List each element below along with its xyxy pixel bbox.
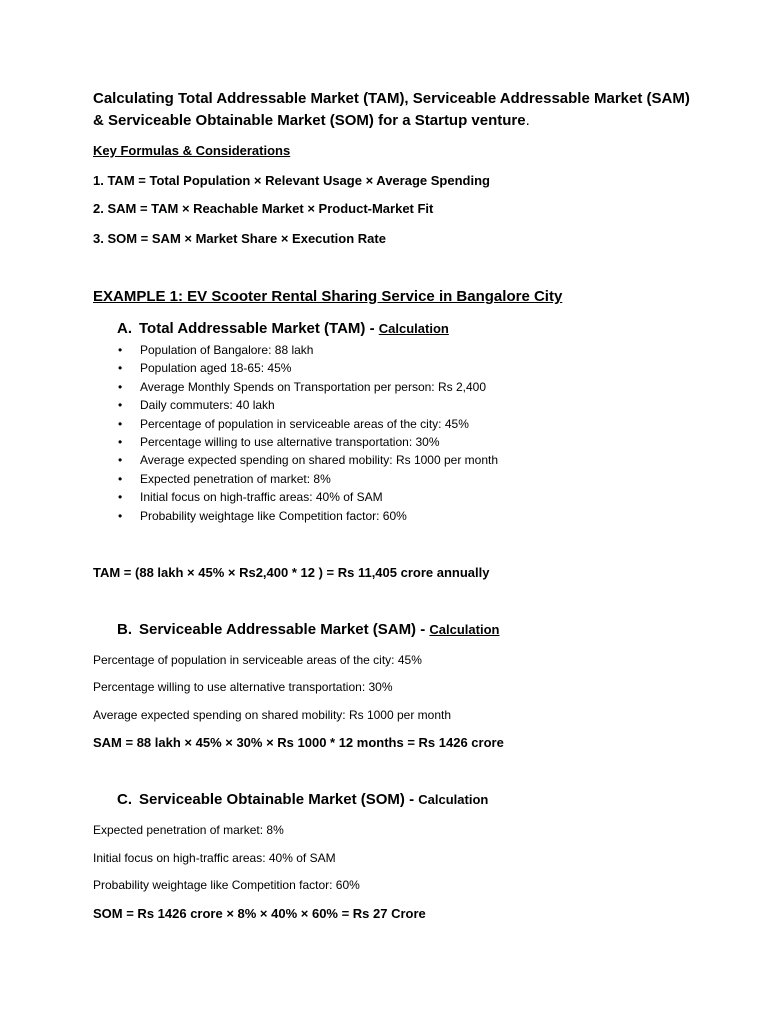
list-item-text: Population aged 18-65: 45% <box>140 361 292 376</box>
tam-bullet-list <box>118 343 498 527</box>
bullet-icon: • <box>118 361 123 376</box>
tam-result: TAM = (88 lakh × 45% × Rs2,400 * 12 ) = Rs 11,405 crore annually <box>93 565 490 580</box>
section-c-title: Serviceable Obtainable Market (SOM) - <box>139 791 419 808</box>
section-b-calculation-label: Calculation <box>429 622 500 637</box>
list-item <box>118 361 498 379</box>
list-item <box>118 490 498 508</box>
bullet-icon: • <box>118 343 123 357</box>
section-c-calculation-label: Calculation <box>418 792 489 807</box>
list-item <box>118 380 498 398</box>
bullet-icon: • <box>118 434 123 449</box>
section-b-title: Serviceable Addressable Market (SAM) - <box>139 621 430 638</box>
bullet-icon: • <box>118 398 123 413</box>
sam-line-serviceable-areas: Percentage of population in serviceable areas of the city: 45% <box>93 653 422 667</box>
section-a-calculation-label: Calculation <box>378 321 449 336</box>
sam-result: SAM = 88 lakh × 45% × 30% × Rs 1000 * 12 months = Rs 1426 crore <box>93 735 504 750</box>
formula-tam: 1. TAM = Total Population × Relevant Usage × Average Spending <box>93 173 490 188</box>
section-c-heading <box>117 791 488 808</box>
som-result: SOM = Rs 1426 crore × 8% × 40% × 60% = Rs 27 Crore <box>93 906 426 921</box>
list-item-text: Percentage willing to use alternative transportation: 30% <box>140 434 440 449</box>
section-b-heading <box>117 621 499 638</box>
list-item-text: Initial focus on high-traffic areas: 40% of SAM <box>140 490 383 505</box>
bullet-icon: • <box>118 490 123 505</box>
formula-sam: 2. SAM = TAM × Reachable Market × Product-Market Fit <box>93 201 434 216</box>
bullet-icon: • <box>118 379 123 394</box>
som-line-high-traffic: Initial focus on high-traffic areas: 40% of SAM <box>93 851 336 865</box>
example-heading: EXAMPLE 1: EV Scooter Rental Sharing Service in Bangalore City <box>93 288 563 305</box>
list-item-text: Probability weightage like Competition factor: 60% <box>140 508 407 523</box>
list-item-text: Daily commuters: 40 lakh <box>140 398 275 413</box>
sam-line-shared-mobility: Average expected spending on shared mobility: Rs 1000 per month <box>93 708 452 722</box>
document-title-text: Calculating Total Addressable Market (TAM), Serviceable Addressable Market (SAM) & Serviceable Obtainable Market (SOM) for a Startup venture <box>93 90 690 129</box>
list-item-text: Average expected spending on shared mobility: Rs 1000 per month <box>140 453 499 468</box>
section-c-letter: C. <box>117 791 132 808</box>
document-title-period: . <box>525 112 530 129</box>
key-formulas-heading: Key Formulas & Considerations <box>93 143 291 158</box>
list-item-text: Average Monthly Spends on Transportation per person: Rs 2,400 <box>140 379 486 394</box>
formula-som: 3. SOM = SAM × Market Share × Execution Rate <box>93 231 386 246</box>
list-item <box>118 435 498 453</box>
section-a-heading <box>117 320 449 337</box>
list-item-text: Percentage of population in serviceable areas of the city: 45% <box>140 416 469 431</box>
bullet-icon: • <box>118 416 123 431</box>
bullet-icon: • <box>118 508 123 523</box>
som-line-competition: Probability weightage like Competition factor: 60% <box>93 878 360 892</box>
bullet-icon: • <box>118 453 123 468</box>
list-item <box>118 453 498 471</box>
list-item <box>118 472 498 490</box>
list-item <box>118 398 498 416</box>
list-item-text: Population of Bangalore: 88 lakh <box>140 343 314 357</box>
som-line-penetration: Expected penetration of market: 8% <box>93 823 284 837</box>
section-a-letter: A. <box>117 320 132 337</box>
sam-line-alternative-transport: Percentage willing to use alternative transportation: 30% <box>93 680 393 694</box>
section-b-letter: B. <box>117 621 132 638</box>
list-item <box>118 343 498 361</box>
bullet-icon: • <box>118 471 123 486</box>
list-item <box>118 417 498 435</box>
document-title <box>93 88 693 132</box>
list-item-text: Expected penetration of market: 8% <box>140 471 331 486</box>
list-item <box>118 509 498 527</box>
section-a-title: Total Addressable Market (TAM) - <box>139 320 379 337</box>
